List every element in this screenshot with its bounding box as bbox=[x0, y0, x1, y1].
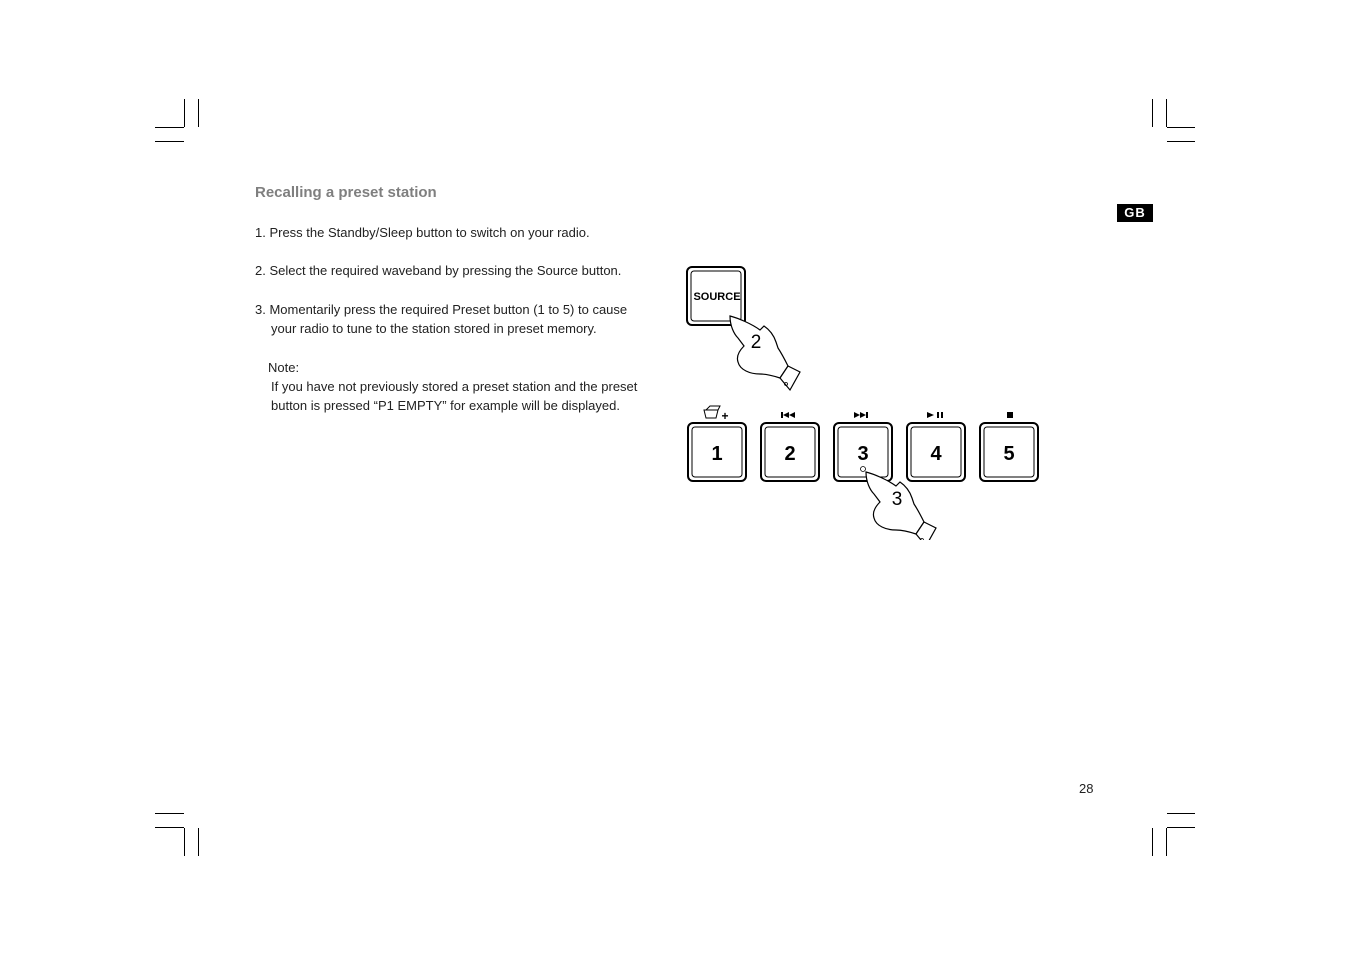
note-text-line-2: button is pressed “P1 EMPTY” for example will be displayed. bbox=[271, 398, 620, 413]
press-point-icon bbox=[861, 467, 866, 472]
preset-button-2 bbox=[761, 423, 819, 481]
button-illustration bbox=[670, 250, 1050, 540]
note-text-line-1: If you have not previously stored a preset station and the preset bbox=[271, 379, 638, 394]
preset-button-1-label: 1 bbox=[711, 443, 723, 465]
source-button-label: SOURCE bbox=[693, 291, 741, 303]
step-3-text-line-2: your radio to tune to the station stored in preset memory. bbox=[271, 321, 597, 336]
preset-button-1 bbox=[688, 423, 746, 481]
preset-button-4-label: 4 bbox=[930, 443, 942, 465]
source-step-number: 2 bbox=[750, 332, 762, 353]
preset-button-2-label: 2 bbox=[784, 443, 796, 465]
section-title: Recalling a preset station bbox=[255, 184, 437, 201]
source-press-hand-icon bbox=[730, 316, 800, 390]
preset-button-5-label: 5 bbox=[1003, 443, 1015, 465]
skip-forward-icon bbox=[854, 412, 868, 418]
preset-button-4 bbox=[907, 423, 965, 481]
svg-text:+: + bbox=[721, 409, 729, 423]
play-pause-icon bbox=[927, 412, 943, 418]
preset-store-icon bbox=[704, 406, 729, 423]
step-3-text-line-1: 3. Momentarily press the required Preset button (1 to 5) to cause bbox=[255, 302, 628, 317]
preset-button-3 bbox=[834, 423, 892, 481]
preset-button-5 bbox=[980, 423, 1038, 481]
preset-button-3-label: 3 bbox=[857, 443, 869, 465]
stop-icon bbox=[1007, 412, 1013, 418]
step-2-text: 2. Select the required waveband by pressing the Source button. bbox=[255, 263, 622, 278]
page-number: 28 bbox=[1079, 781, 1094, 796]
skip-back-icon bbox=[781, 412, 795, 418]
source-button bbox=[687, 267, 745, 325]
note-label: Note: bbox=[268, 360, 300, 375]
step-1-text: 1. Press the Standby/Sleep button to switch on your radio. bbox=[255, 225, 590, 240]
language-badge: GB bbox=[1117, 204, 1153, 222]
preset-step-number: 3 bbox=[891, 489, 903, 510]
